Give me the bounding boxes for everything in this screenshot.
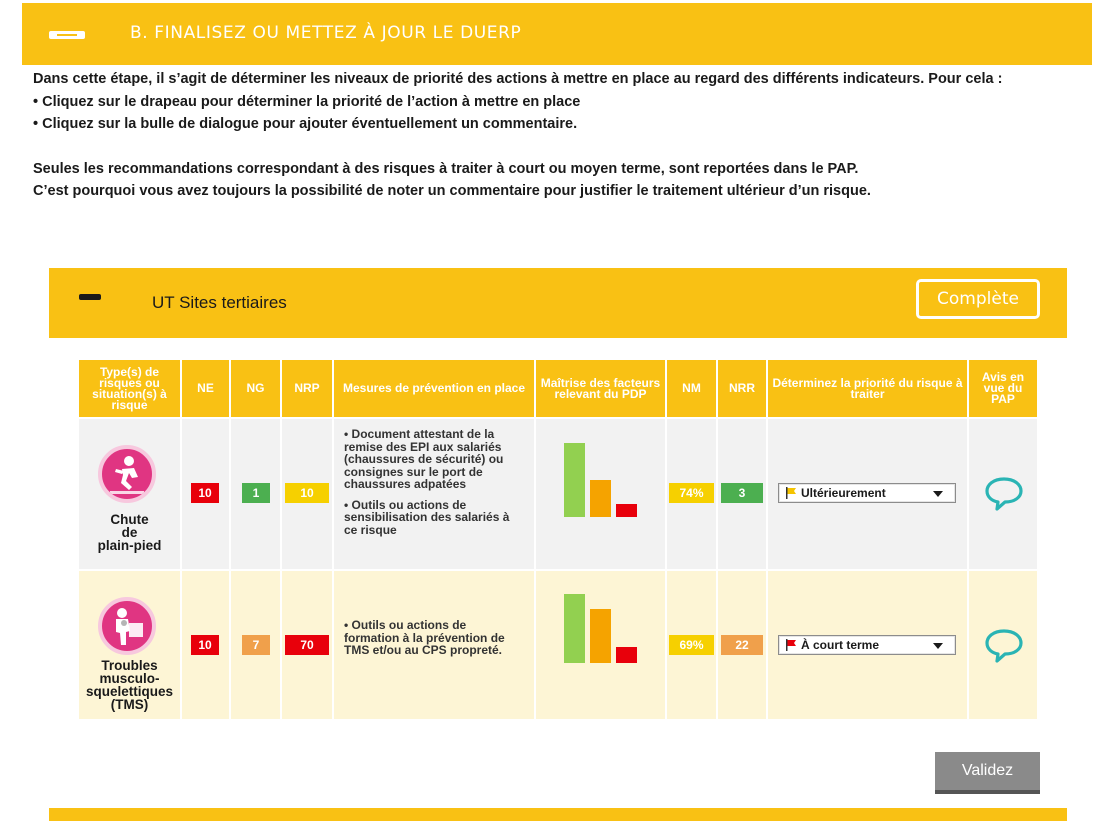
section-title: B. FINALISEZ OU METTEZ À JOUR LE DUERP: [130, 23, 522, 43]
row1-bar-red: [616, 504, 637, 517]
row1-nm-badge: 74%: [669, 483, 714, 503]
validate-button[interactable]: Validez: [935, 752, 1040, 794]
flag-icon[interactable]: [785, 487, 797, 499]
header-avis: Avis en vue du PAP: [969, 360, 1037, 417]
row1-mesure-1: • Document attestant de la remise des EPI aux salariés (chaussures de sécurité) ou consignes sur le port de chaussures adpatées: [344, 427, 504, 491]
row2-bar-orange: [590, 609, 611, 663]
intro-paragraph-3: C’est pourquoi vous avez toujours la possibilité de noter un commentaire pour justifier le traitement ultérieur d’un risque.: [33, 183, 871, 199]
section-tag-icon: [49, 31, 85, 39]
unit-tag-icon: [79, 294, 101, 300]
chevron-down-icon: [933, 491, 943, 497]
row2-ne-badge: 10: [191, 635, 219, 655]
header-nrr: NRR: [718, 360, 766, 417]
row2-nm-badge: 69%: [669, 635, 714, 655]
row2-risk-label: Troubles musculo- squelettiques (TMS): [85, 658, 174, 712]
row1-ne-badge: 10: [191, 483, 219, 503]
row2-nrr-badge: 22: [721, 635, 763, 655]
unit-panel-header: [49, 268, 1067, 338]
tms-risk-icon: [98, 597, 156, 655]
header-nm: NM: [667, 360, 716, 417]
chevron-down-icon: [933, 643, 943, 649]
unit-name: UT Sites tertiaires: [152, 293, 287, 312]
intro-paragraph-2: Seules les recommandations correspondant à des risques à traiter à court ou moyen terme, sont reportées dans le PAP.: [33, 160, 859, 177]
row2-mesure-1: • Outils ou actions de formation à la prévention de TMS et/ou au CPS propreté.: [344, 618, 505, 657]
bottom-accent-bar: [49, 808, 1067, 821]
intro-text: [33, 68, 1083, 203]
row2-mesures: [344, 619, 524, 665]
header-ng: NG: [231, 360, 280, 417]
row2-bar-red: [616, 647, 637, 663]
header-priorite: Déterminez la priorité du risque à traiter: [768, 360, 967, 417]
row1-risk-label: Chute de plain-pied: [97, 512, 162, 553]
row2-bar-green: [564, 594, 585, 663]
row1-ng-badge: 1: [242, 483, 270, 503]
row1-nrr-badge: 3: [721, 483, 763, 503]
row1-comment-bubble-icon[interactable]: [984, 476, 1024, 512]
row1-mesures: [344, 428, 524, 544]
row1-priority-value: Ultérieurement: [801, 486, 886, 500]
row1-bar-green: [564, 443, 585, 517]
header-mesures: Mesures de prévention en place: [334, 360, 534, 417]
header-ne: NE: [182, 360, 229, 417]
intro-bullet-1: • Cliquez sur le drapeau pour déterminer la priorité de l’action à mettre en place: [33, 93, 581, 110]
header-risk: Type(s) de risques ou situation(s) à risque: [79, 360, 180, 417]
row2-priority-value: À court terme: [801, 638, 880, 652]
flag-icon[interactable]: [785, 639, 797, 651]
row2-ng-badge: 7: [242, 635, 270, 655]
intro-bullet-2: • Cliquez sur la bulle de dialogue pour ajouter éventuellement un commentaire.: [33, 116, 578, 132]
section-banner: [22, 3, 1092, 65]
fall-risk-icon: [98, 445, 156, 503]
row2-comment-bubble-icon[interactable]: [984, 628, 1024, 664]
row1-mesure-2: • Outils ou actions de sensibilisation des salariés à ce risque: [344, 497, 510, 537]
row2-priority-select[interactable]: [778, 635, 956, 655]
row2-nrp-badge: 70: [285, 635, 329, 655]
row1-bar-orange: [590, 480, 611, 517]
header-maitrise: Maîtrise des facteurs relevant du PDP: [536, 360, 665, 417]
header-nrp: NRP: [282, 360, 332, 417]
row1-priority-select[interactable]: [778, 483, 956, 503]
unit-status-button[interactable]: Complète: [916, 279, 1040, 319]
intro-paragraph-1: Dans cette étape, il s’agit de déterminer les niveaux de priorité des actions à mettre en place au regard des différents indicateurs. Pour cela :: [33, 71, 1003, 87]
row1-nrp-badge: 10: [285, 483, 329, 503]
